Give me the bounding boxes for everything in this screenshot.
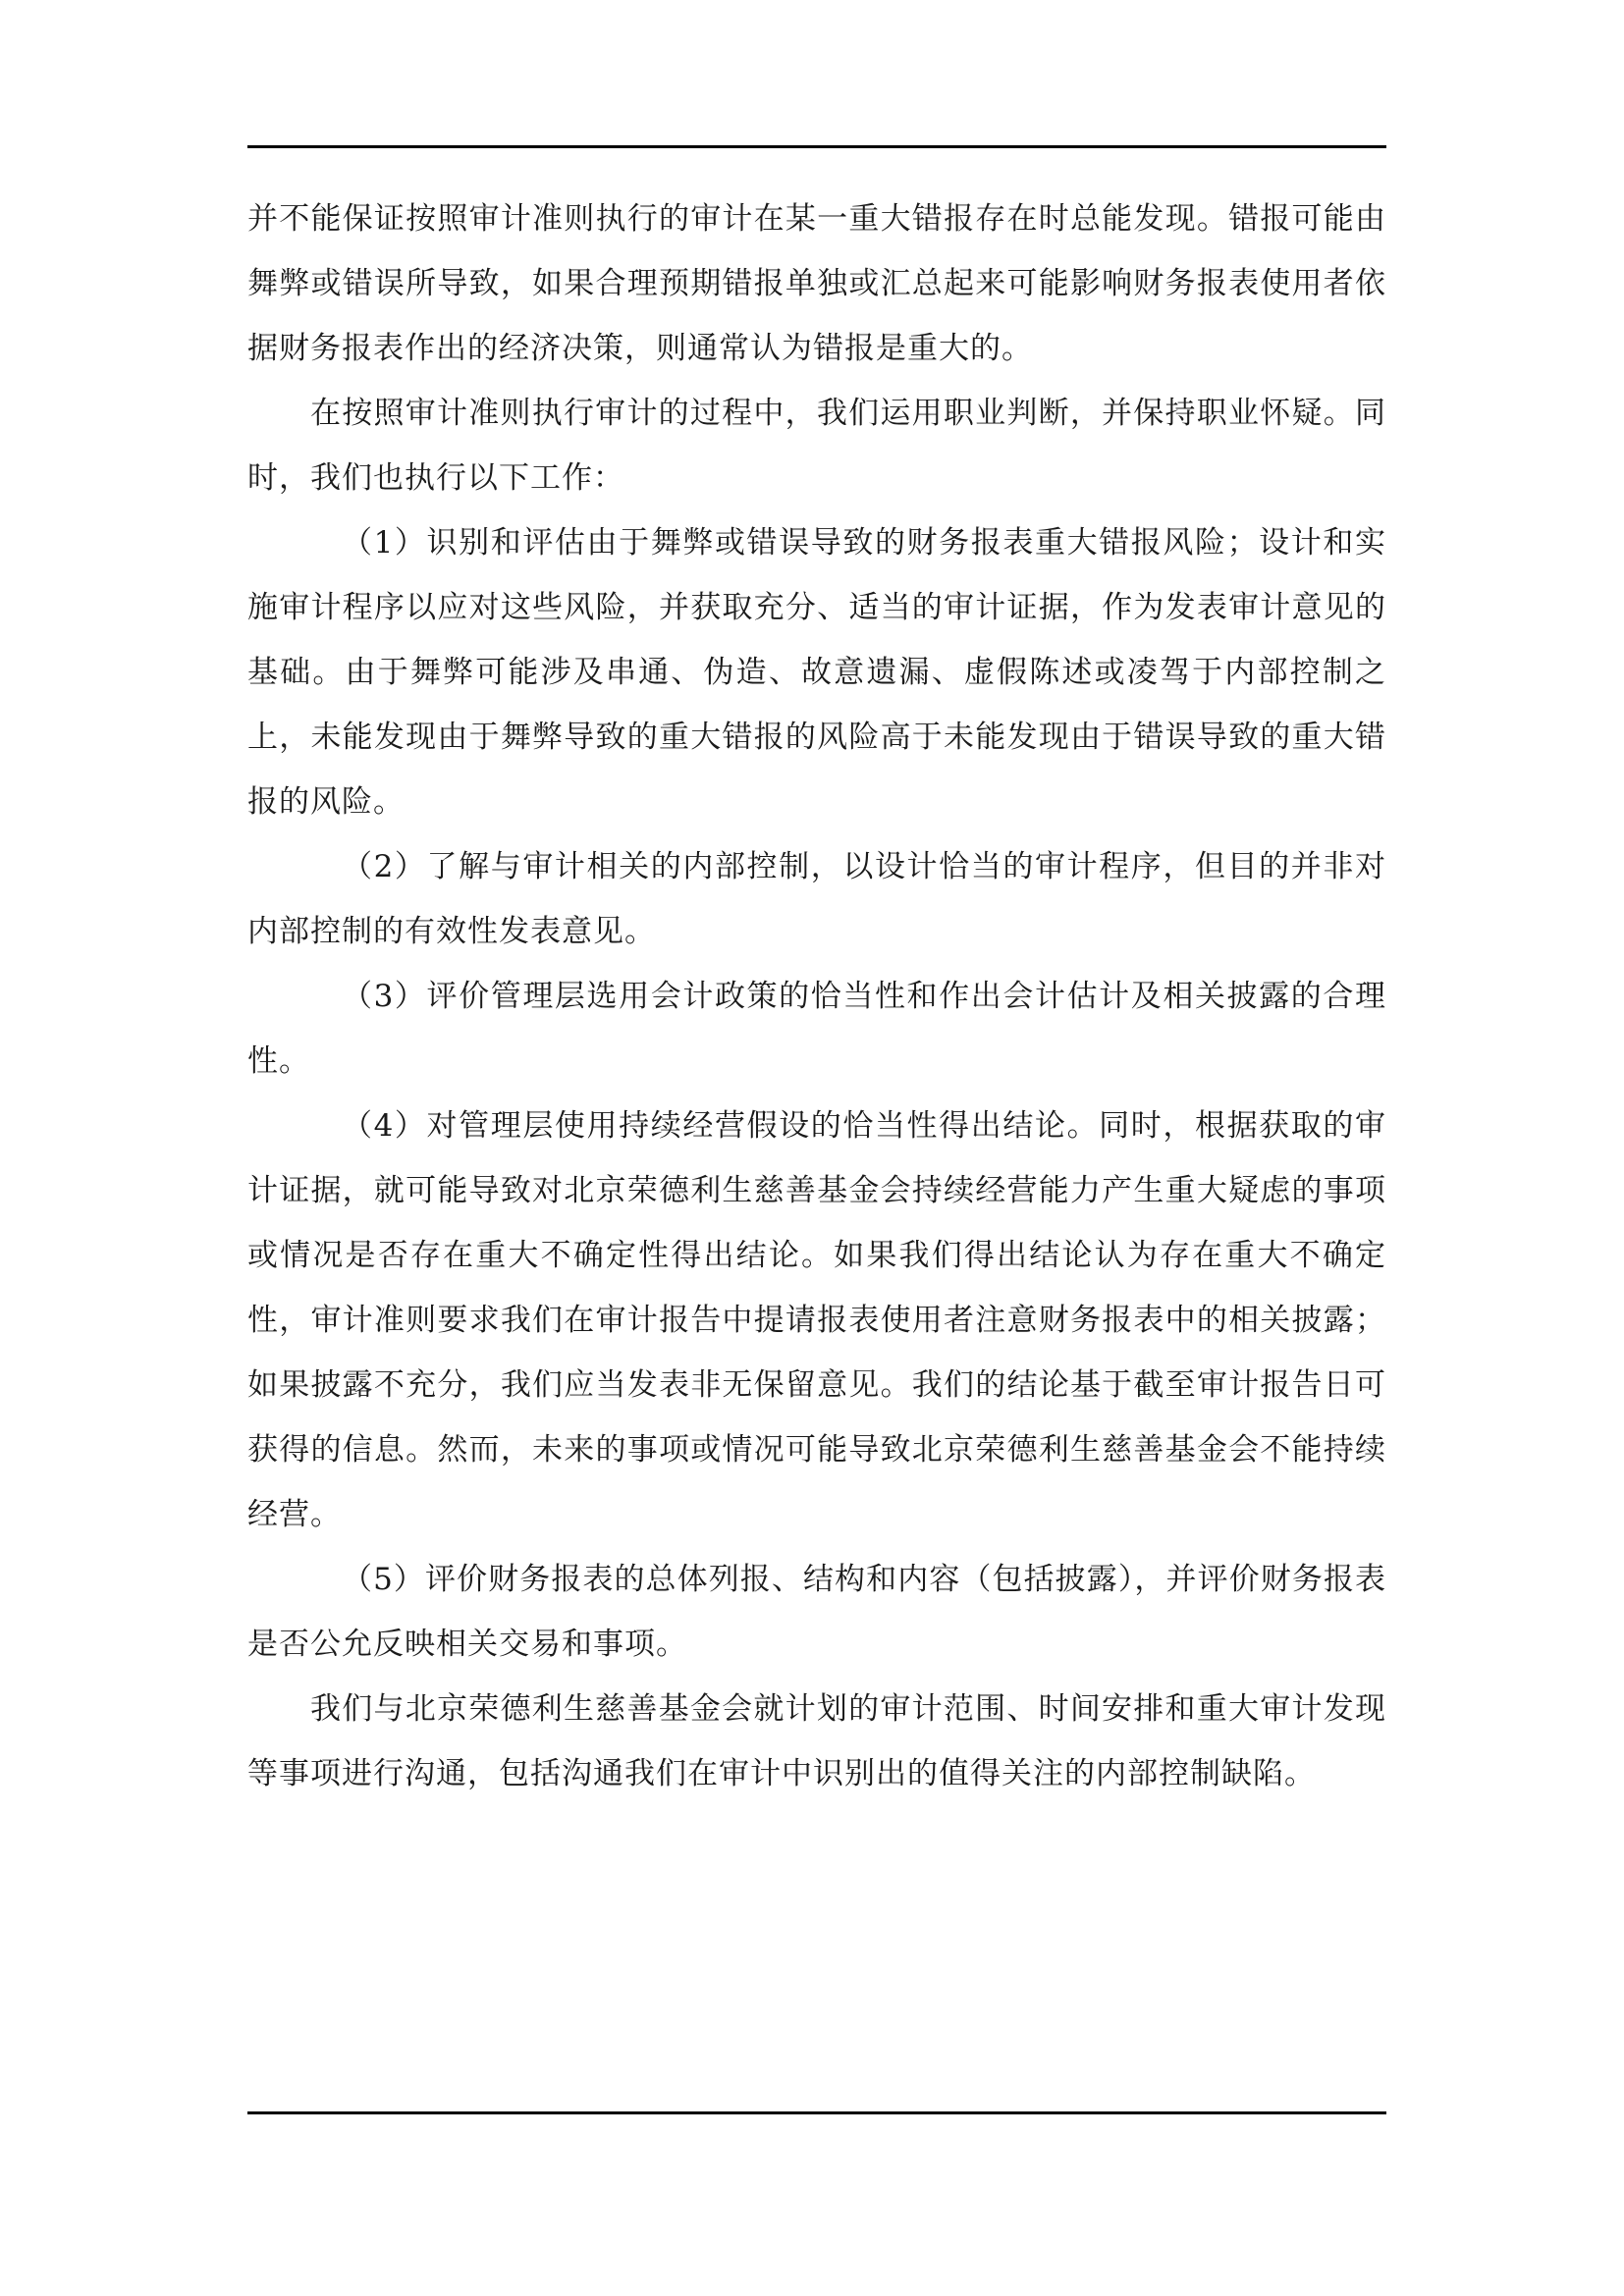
paragraph-communication: 我们与北京荣德利生慈善基金会就计划的审计范围、时间安排和重大审计发现等事项进行沟通，包括沟通我们在审计中识别出的值得关注的内部控制缺陷。 (247, 1691, 1386, 1791)
paragraph-item-5: （5）评价财务报表的总体列报、结构和内容（包括披露），并评价财务报表是否公允反映相关交易和事项。 (247, 1562, 1386, 1662)
paragraph-item-4: （4）对管理层使用持续经营假设的恰当性得出结论。同时，根据获取的审计证据，就可能导致对北京荣德利生慈善基金会持续经营能力产生重大疑虑的事项或情况是否存在重大不确定性得出结论。如果我们得出结论认为存在重大不确定性，审计准则要求我们在审计报告中提请报表使用者注意财务报表中的相关披露；如果披露不充分，我们应当发表非无保留意见。我们的结论基于截至审计报告日可获得的信息。然而，未来的事项或情况可能导致北京荣德利生慈善基金会不能持续经营。 (247, 1108, 1386, 1532)
footer-rule (247, 2111, 1386, 2114)
paragraph-item-2: （2）了解与审计相关的内部控制，以设计恰当的审计程序，但目的并非对内部控制的有效性发表意见。 (247, 849, 1386, 949)
paragraph-continuation: 并不能保证按照审计准则执行的审计在某一重大错报存在时总能发现。错报可能由舞弊或错误所导致，如果合理预期错报单独或汇总起来可能影响财务报表使用者依据财务报表作出的经济决策，则通常认为错报是重大的。 (247, 201, 1386, 366)
paragraph-item-1: （1）识别和评估由于舞弊或错误导致的财务报表重大错报风险；设计和实施审计程序以应对这些风险，并获取充分、适当的审计证据，作为发表审计意见的基础。由于舞弊可能涉及串通、伪造、故意遗漏、虚假陈述或凌驾于内部控制之上，未能发现由于舞弊导致的重大错报的风险高于未能发现由于错误导致的重大错报的风险。 (247, 525, 1386, 820)
header-rule (247, 145, 1386, 148)
paragraph-item-3: （3）评价管理层选用会计政策的恰当性和作出会计估计及相关披露的合理性。 (247, 979, 1386, 1079)
paragraph-audit-process: 在按照审计准则执行审计的过程中，我们运用职业判断，并保持职业怀疑。同时，我们也执行以下工作： (247, 396, 1386, 496)
report-body (247, 187, 1386, 1806)
